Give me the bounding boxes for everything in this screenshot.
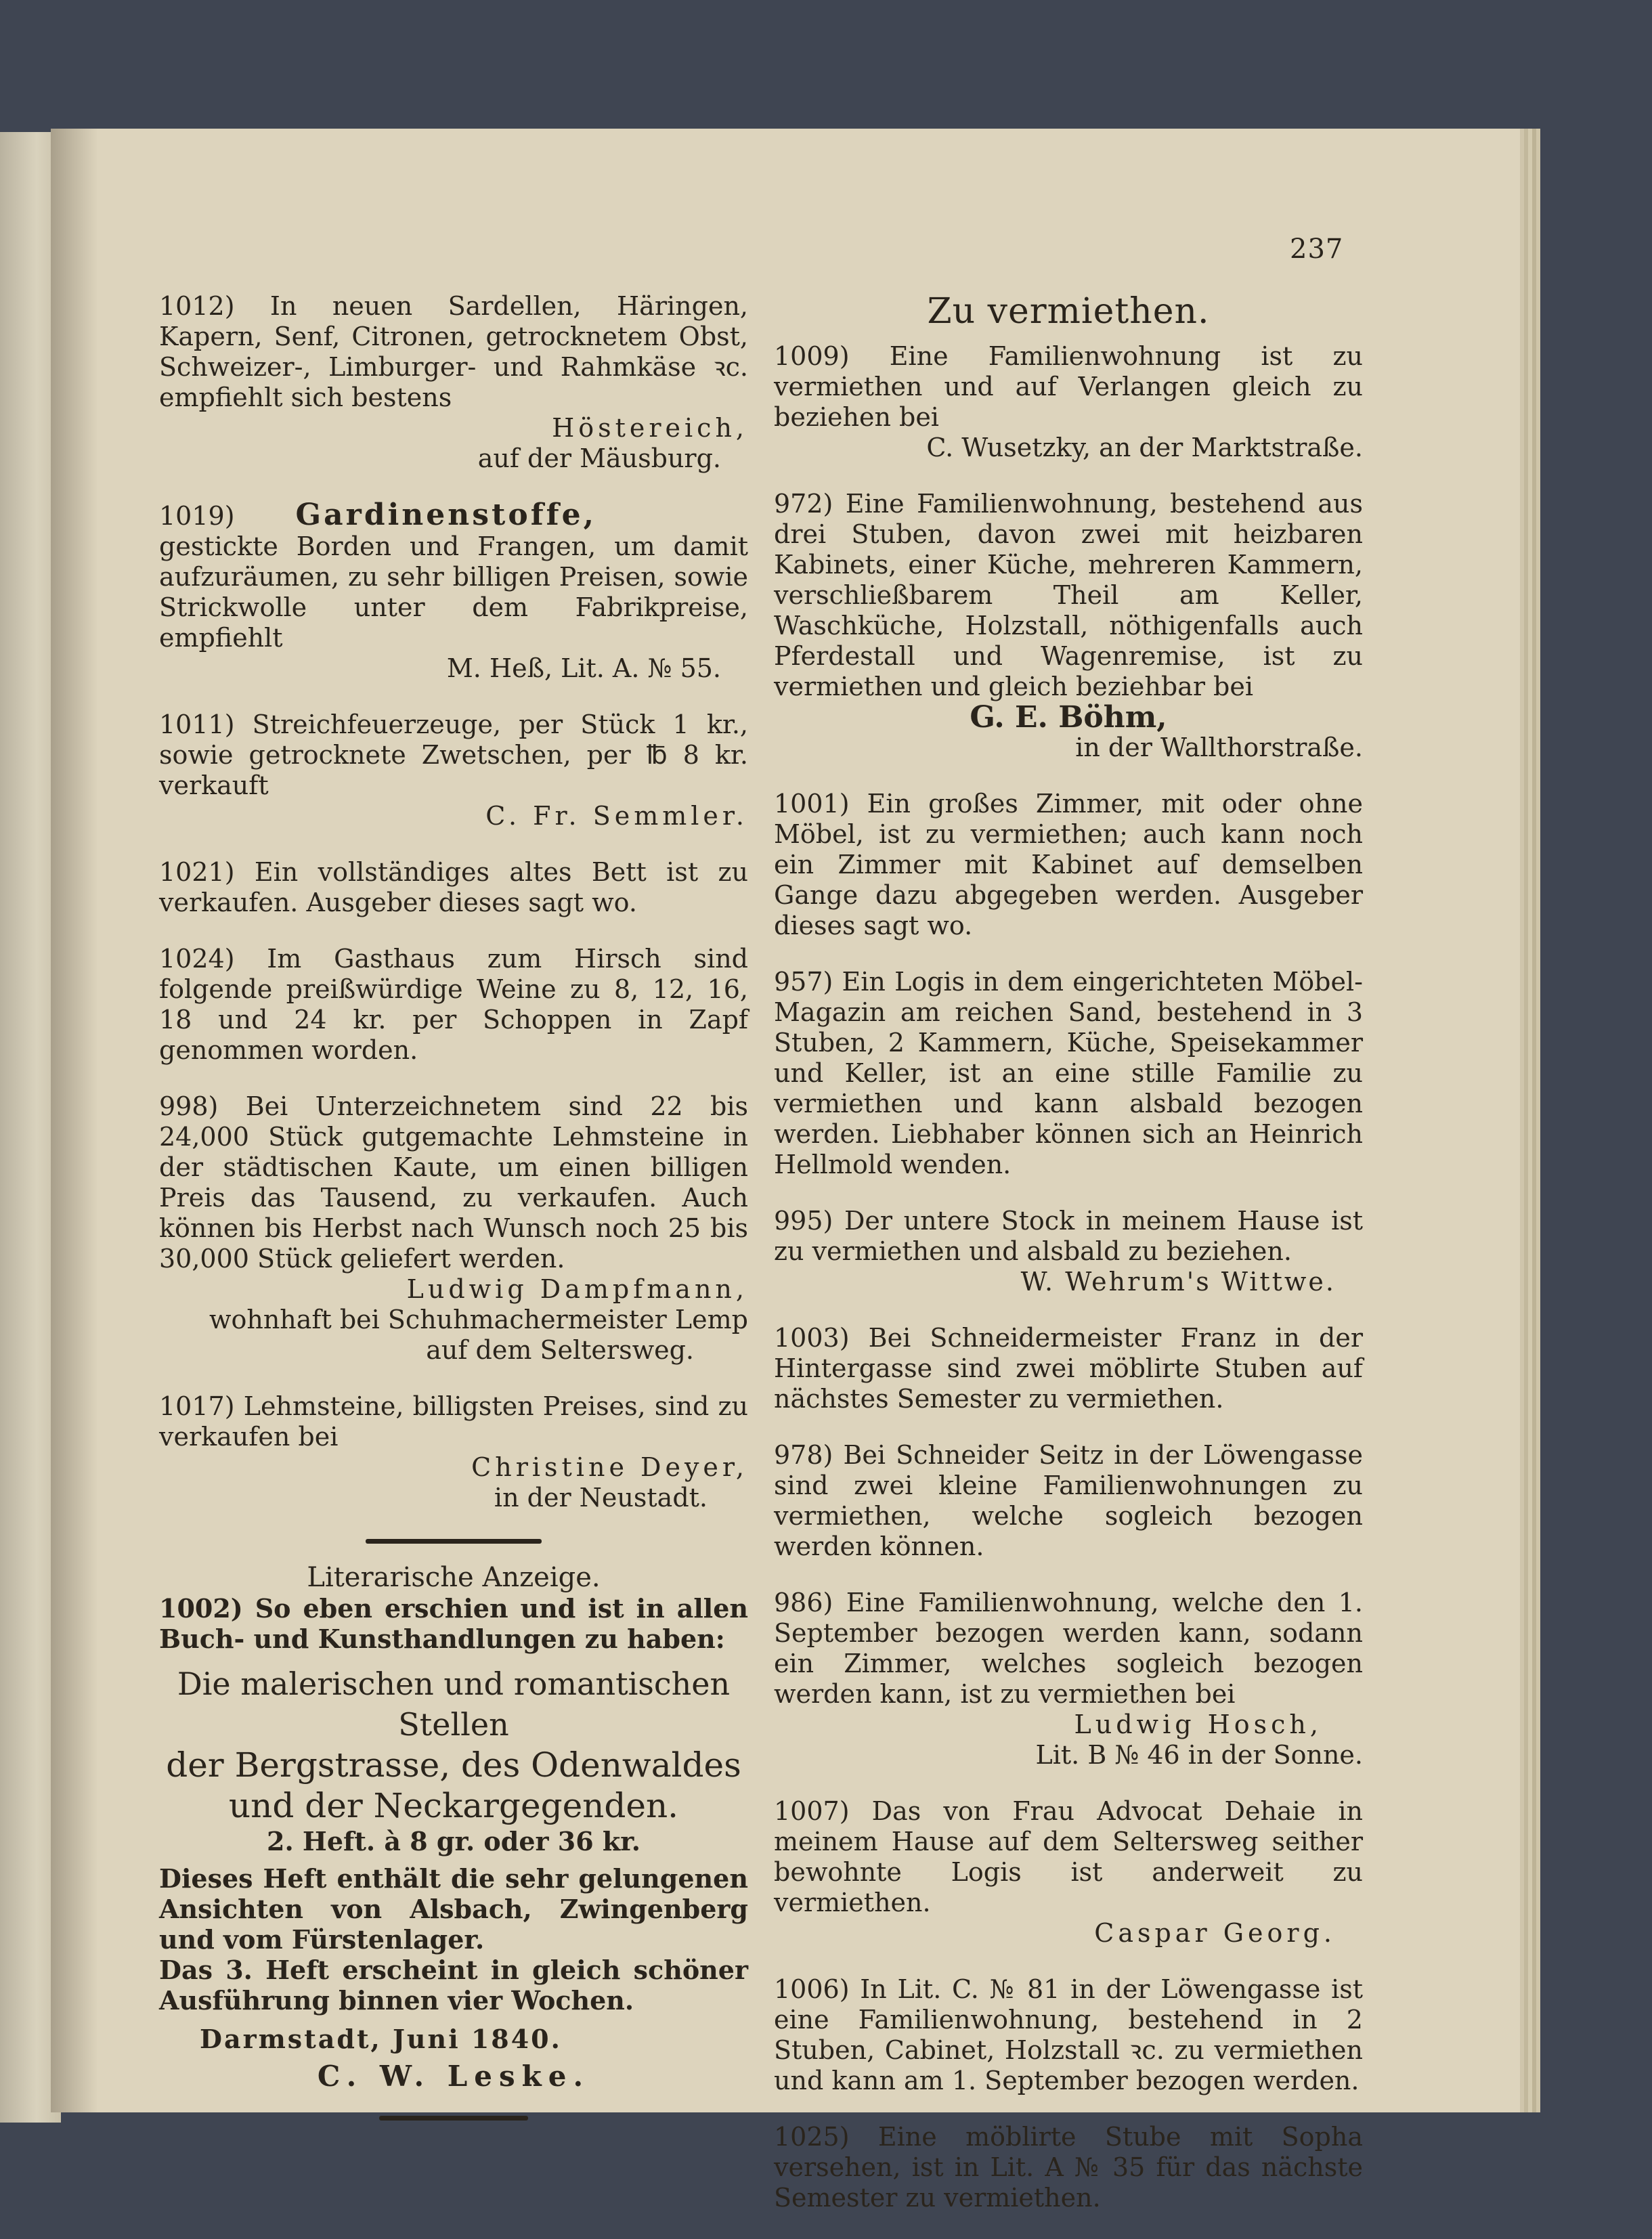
literary-heading: Literarische Anzeige. [307,1562,601,1593]
ad-text: gestickte Borden und Frangen, um damit aufzuräumen, zu sehr billigen Preisen, sowie Strickwolle unter dem Fabrikpreise, empfiehlt [159,531,748,653]
literary-notice [159,1563,748,2091]
ad-address: wohnhaft bei Schuhmachermeister Lemp [209,1305,748,1334]
ad-text: 1009) Eine Familienwohnung ist zu vermiethen und auf Verlangen gleich zu beziehen bei [774,341,1363,432]
ad-signature: Höstereich, [552,413,748,443]
book-title-line-2: der Bergstrasse, des Odenwaldes [166,1745,741,1785]
ad-address: auf dem Seltersweg. [426,1335,694,1365]
document-page [51,129,1520,2213]
ad-signature: Ludwig Hosch, [1074,1710,1322,1739]
ad-text: 1012) In neuen Sardellen, Häringen, Kapern, Senf, Citronen, getrocknetem Obst, Schweizer-, Limburger- und Rahmkäse ꝛc. empfiehlt sich bestens [159,291,748,412]
ad-signature: C. Wusetzky, an der Marktstraße. [926,433,1363,462]
book-edition: 2. Heft. à 8 gr. oder 36 kr. [267,1826,640,1856]
ad-signature: Christine Deyer, [471,1452,748,1482]
ad-1009 [774,341,1363,463]
ad-title: Gardinenstoffe, [295,498,596,532]
ad-text: 1017) Lehmsteine, billigsten Preises, sind zu verkaufen bei [159,1391,748,1452]
ad-text: 1007) Das von Frau Advocat Dehaie in meinem Hause auf dem Seltersweg seither bewohnte Logis ist anderweit zu vermiethen. [774,1796,1363,1917]
publisher-name: C. W. Leske. [317,2060,590,2093]
ad-1025 [774,2122,1363,2213]
publication-place-date: Darmstadt, Juni 1840. [200,2024,562,2054]
ad-text: 957) Ein Logis in dem eingerichteten Möbel-Magazin am reichen Sand, bestehend in 3 Stuben, 2 Kammern, Küche, Speisekammer und Keller, ist an eine stille Familie zu vermiethen und kann alsbald bezogen werden. Liebhaber können sich an Heinrich Hellmold wenden. [774,967,1363,1179]
ad-1017 [159,1391,748,1513]
ad-text: 1025) Eine möblirte Stube mit Sopha versehen, ist in Lit. A № 35 für das nächste Semester zu vermiethen. [774,2122,1363,2213]
ad-972 [774,489,1363,763]
ad-text: 1003) Bei Schneidermeister Franz in der Hintergasse sind zwei möblirte Stuben auf nächstes Semester zu vermiethen. [774,1323,1363,1414]
ad-address: Lit. B № 46 in der Sonne. [1035,1740,1363,1770]
ad-text: 998) Bei Unterzeichnetem sind 22 bis 24,000 Stück gutgemachte Lehmsteine in der städtischen Kaute, um einen billigen Preis das Tausend, zu verkaufen. Auch können bis Herbst nach Wunsch noch 25 bis 30,000 Stück geliefert werden. [159,1091,748,1274]
ad-1024 [159,944,748,1066]
ad-number: 1019) [159,501,235,531]
ad-978 [774,1440,1363,1562]
ad-995 [774,1206,1363,1297]
ad-text: 1011) Streichfeuerzeuge, per Stück 1 kr., sowie getrocknete Zwetschen, per ℔ 8 kr. verkauft [159,710,748,800]
ad-text: 995) Der untere Stock in meinem Hause ist zu vermiethen und alsbald zu beziehen. [774,1206,1363,1266]
page-gutter-shadow [51,129,98,2112]
ad-address: in der Wallthorstraße. [1075,733,1363,762]
ad-1011 [159,710,748,831]
book-title-line-3: und der Neckargegenden. [228,1786,679,1825]
book-next-issue: Das 3. Heft erscheint in gleich schöner Ausführung binnen vier Wochen. [159,1955,748,2016]
ad-signature: M. Heß, Lit. A. № 55. [446,653,721,683]
section-heading: Zu vermiethen. [927,291,1210,332]
ad-1007 [774,1796,1363,1949]
ad-text: 1021) Ein vollständiges altes Bett ist zu verkaufen. Ausgeber dieses sagt wo. [159,857,748,917]
page-number: 237 [1290,234,1344,265]
ad-signature: C. Fr. Semmler. [485,801,748,831]
ad-957 [774,967,1363,1180]
ad-signature: W. Wehrum's Wittwe. [1020,1267,1336,1297]
ad-signature: Caspar Georg. [1094,1918,1336,1948]
ad-998 [159,1091,748,1366]
ad-text: 1006) In Lit. C. № 81 in der Löwengasse ist eine Familienwohnung, bestehend in 2 Stuben, Cabinet, Holzstall ꝛc. zu vermiethen und kann am 1. September bezogen werden. [774,1974,1363,2095]
right-column [774,291,1363,2239]
literary-intro: 1002) So eben erschien und ist in allen Buch- und Kunsthandlungen zu haben: [159,1593,748,1654]
ad-text: 1001) Ein großes Zimmer, mit oder ohne Möbel, ist zu vermiethen; auch kann noch ein Zimmer mit Kabinet auf demselben Gange dazu abgegeben werden. Ausgeber dieses sagt wo. [774,789,1363,940]
book-description: Dieses Heft enthält die sehr gelungenen Ansichten von Alsbach, Zwingenberg und vom Fürstenlager. [159,1863,748,1955]
ad-signature: Ludwig Dampfmann, [406,1274,748,1304]
ad-1021 [159,857,748,918]
book-title-line-1: Die malerischen und romantischen Stellen [177,1666,731,1743]
ad-986 [774,1588,1363,1770]
ad-1006 [774,1974,1363,2096]
ad-signature: G. E. Böhm, [970,700,1167,735]
ad-1003 [774,1323,1363,1414]
ad-1012 [159,291,748,474]
left-column [159,291,748,2139]
ad-address: in der Neustadt. [494,1483,708,1513]
ad-text: 978) Bei Schneider Seitz in der Löwengasse sind zwei kleine Familienwohnungen zu vermiethen, welche sogleich bezogen werden können. [774,1440,1363,1561]
ad-1019 [159,500,748,684]
section-divider [366,1539,542,1544]
ad-text: 1024) Im Gasthaus zum Hirsch sind folgende preißwürdige Weine zu 8, 12, 16, 18 und 24 kr. per Schoppen in Zapf genommen worden. [159,944,748,1065]
ad-text: 972) Eine Familienwohnung, bestehend aus drei Stuben, davon zwei mit heizbaren Kabinets, einer Küche, mehreren Kammern, verschließbarem Theil am Keller, Waschküche, Holzstall, nöthigenfalls auch Pferdestall und Wagenremise, ist zu vermiethen und gleich beziehbar bei [774,489,1363,701]
ad-address: auf der Mäusburg. [477,443,721,473]
end-divider [379,2116,528,2121]
ad-text: 986) Eine Familienwohnung, welche den 1. September bezogen werden kann, sodann ein Zimmer, welches sogleich bezogen werden kann, ist zu vermiethen bei [774,1588,1363,1709]
ad-1001 [774,789,1363,941]
